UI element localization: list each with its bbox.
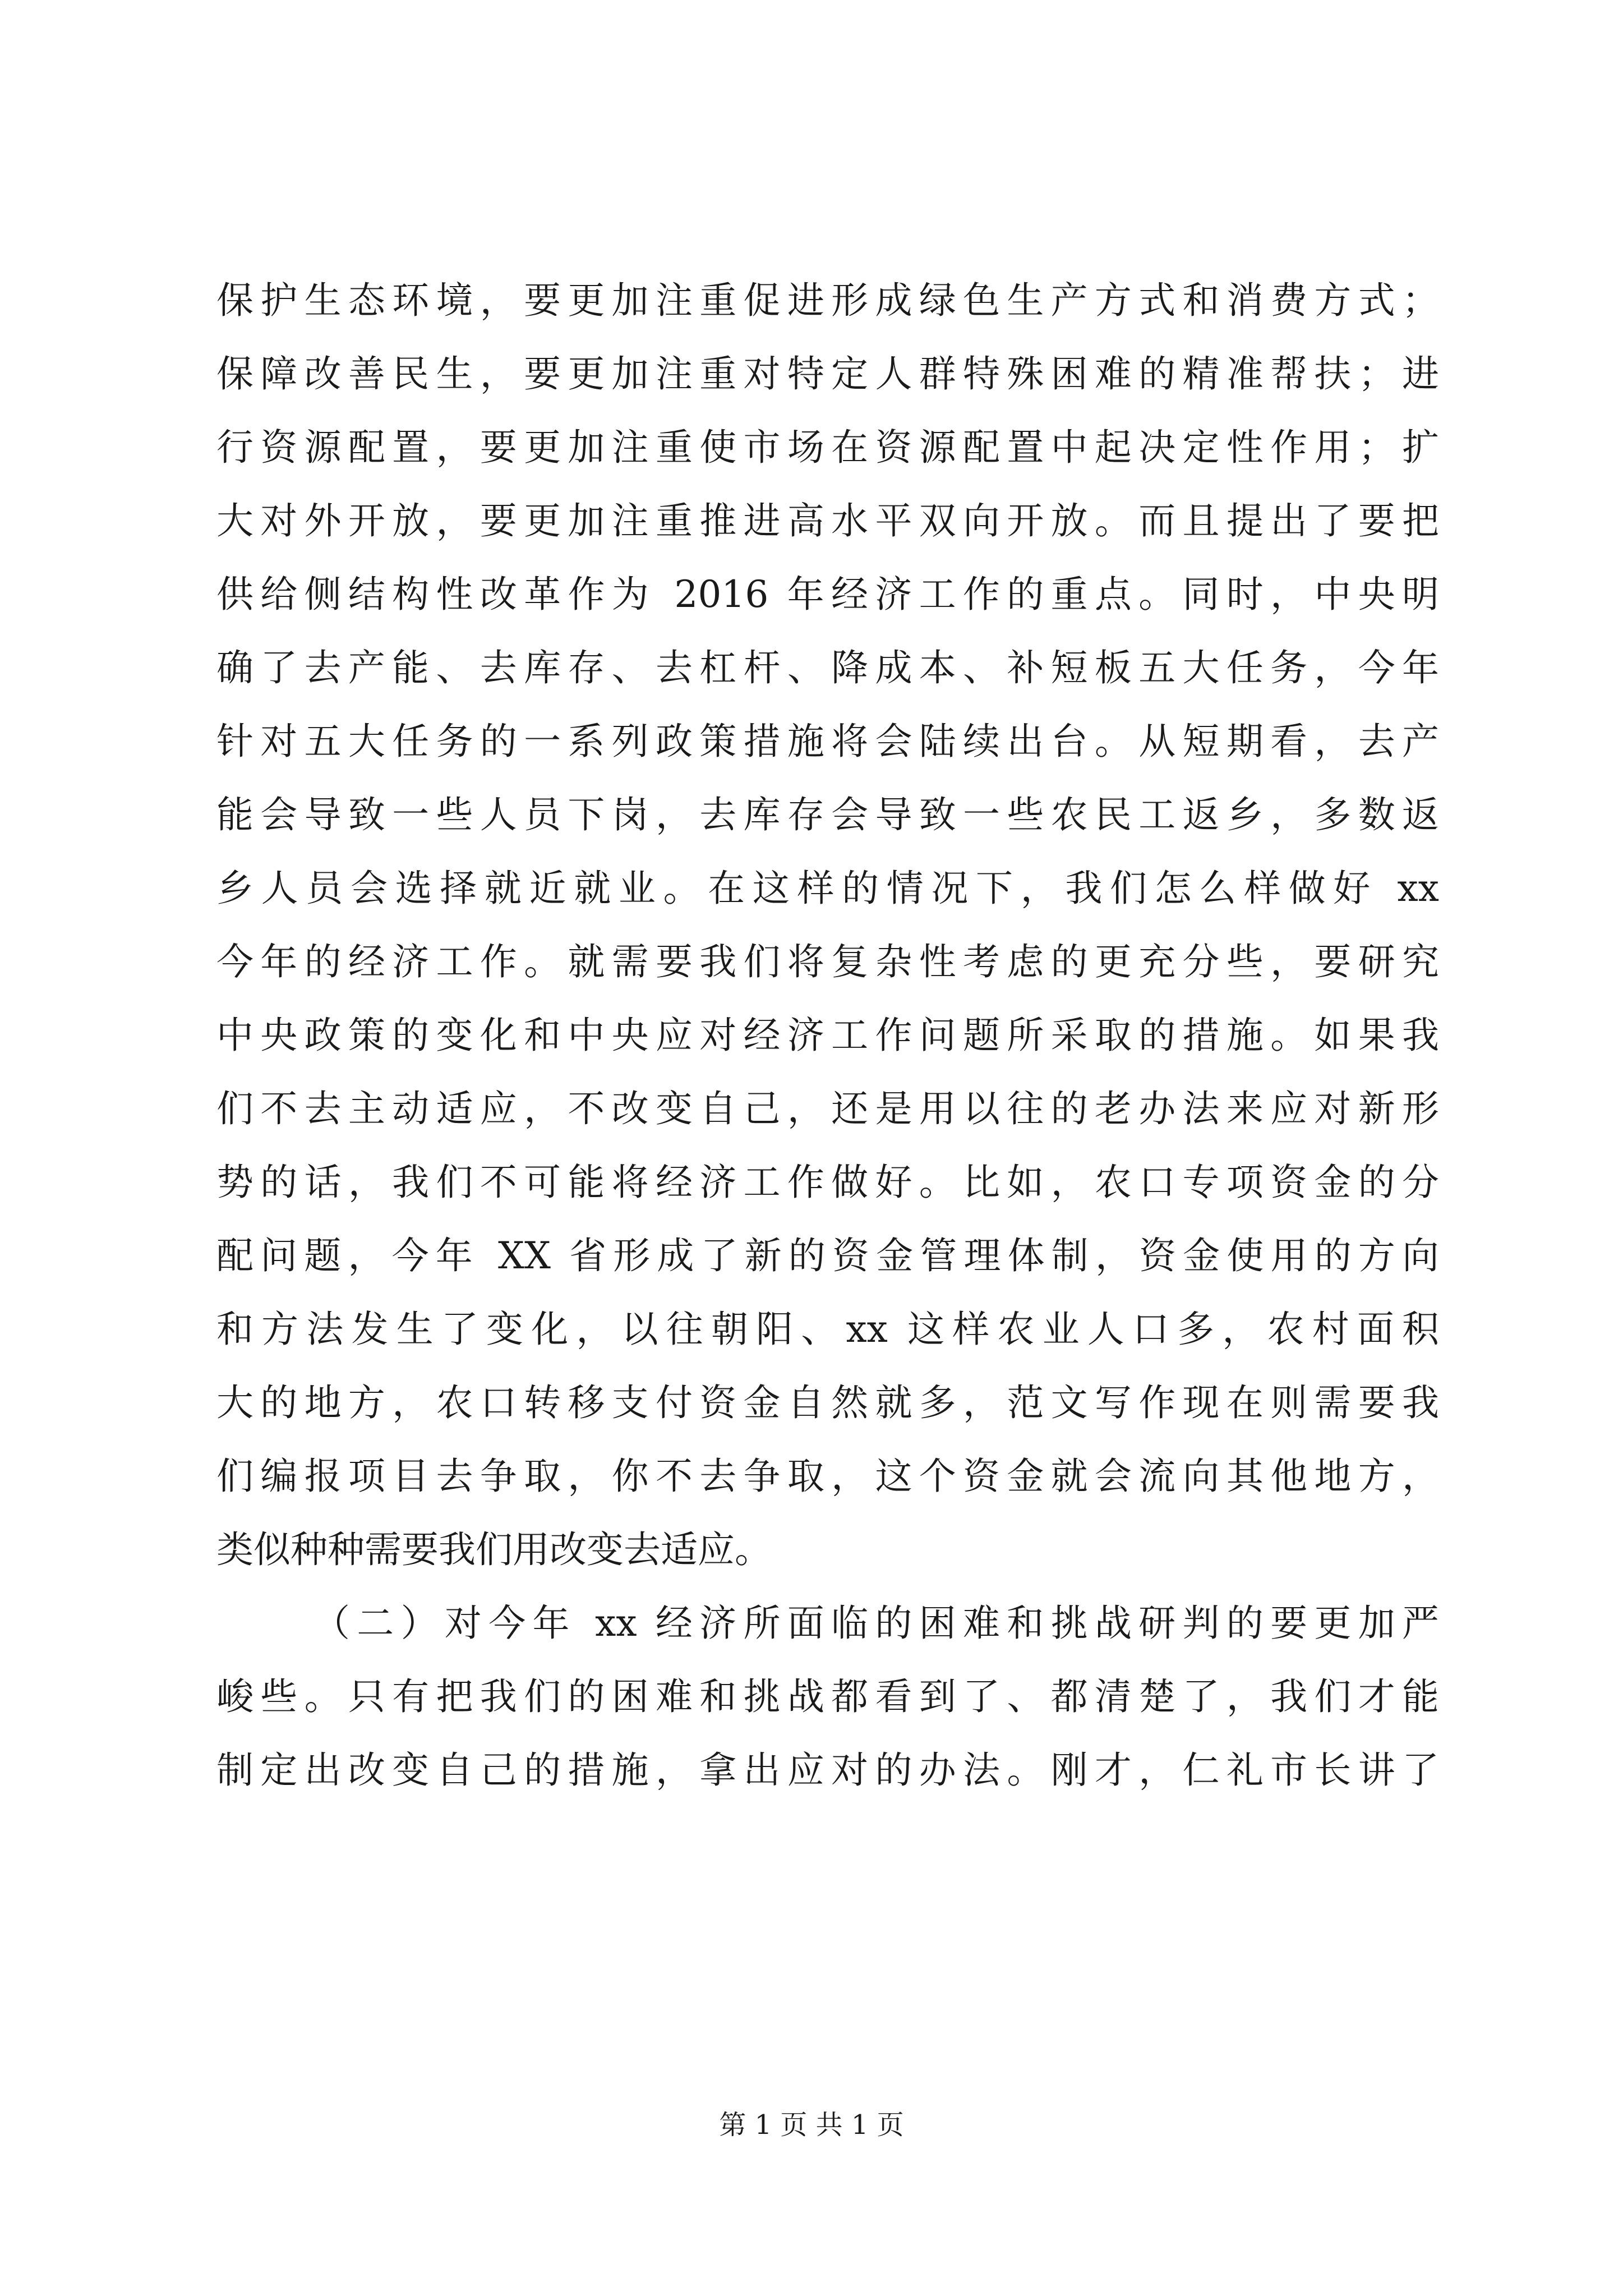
text-line: 保护生态环境，要更加注重促进形成绿色生产方式和消费方式； [216, 279, 1439, 322]
text-line: 大的地方，农口转移支付资金自然就多，范文写作现在则需要我 [216, 1381, 1439, 1424]
text-line: 行资源配置，要更加注重使市场在资源配置中起决定性作用；扩 [216, 426, 1439, 469]
text-line: 针对五大任务的一系列政策措施将会陆续出台。从短期看，去产 [216, 720, 1439, 763]
text-line: 供给侧结构性改革作为 2016 年经济工作的重点。同时，中央明 [216, 573, 1439, 616]
text-line: 保障改善民生，要更加注重对特定人群特殊困难的精准帮扶；进 [216, 352, 1439, 395]
text-line: 峻些。只有把我们的困难和挑战都看到了、都清楚了，我们才能 [216, 1675, 1439, 1718]
text-line: 们编报项目去争取，你不去争取，这个资金就会流向其他地方， [216, 1455, 1439, 1498]
text-line: 中央政策的变化和中央应对经济工作问题所采取的措施。如果我 [216, 1014, 1439, 1057]
text-line: 大对外开放，要更加注重推进高水平双向开放。而且提出了要把 [216, 499, 1439, 542]
page-footer [0, 2108, 1623, 2142]
text-line: 势的话，我们不可能将经济工作做好。比如，农口专项资金的分 [216, 1161, 1439, 1204]
text-line: 制定出改变自己的措施，拿出应对的办法。刚才，仁礼市长讲了 [216, 1749, 1439, 1792]
paragraph-start-line: （二）对今年 xx 经济所面临的困难和挑战研判的要更加严 [313, 1602, 1439, 1645]
text-line: 今年的经济工作。就需要我们将复杂性考虑的更充分些，要研究 [216, 940, 1439, 983]
text-line: 配问题，今年 XX 省形成了新的资金管理体制，资金使用的方向 [216, 1234, 1439, 1277]
text-line: 们不去主动适应，不改变自己，还是用以往的老办法来应对新形 [216, 1087, 1439, 1130]
text-line: 乡人员会选择就近就业。在这样的情况下，我们怎么样做好 xx [216, 867, 1439, 910]
text-line: 能会导致一些人员下岗，去库存会导致一些农民工返乡，多数返 [216, 793, 1439, 836]
body-text [216, 264, 1439, 1807]
text-line: 和方法发生了变化，以往朝阳、xx 这样农业人口多，农村面积 [216, 1308, 1439, 1351]
paragraph-end-line: 类似种种需要我们用改变去适应。 [216, 1528, 772, 1571]
text-line: 确了去产能、去库存、去杠杆、降成本、补短板五大任务，今年 [216, 646, 1439, 689]
page-number-label: 第 1 页 共 1 页 [719, 2109, 904, 2141]
